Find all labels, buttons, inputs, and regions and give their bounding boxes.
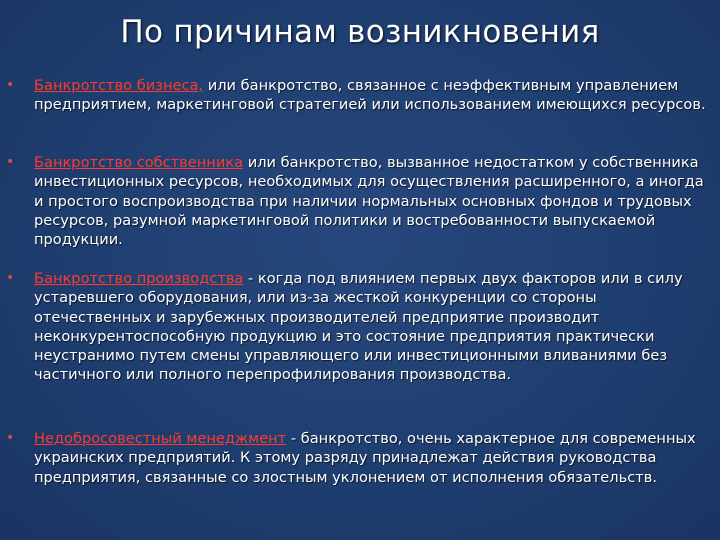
- page-title: По причинам возникновения: [120, 14, 600, 50]
- list-item: [6, 429, 714, 487]
- term-link[interactable]: Недобросовестный менеджмент: [34, 430, 287, 447]
- bullet-icon: •: [6, 77, 15, 93]
- item-text: или банкротство, связанное с неэффективным управлением предприятием, маркетинговой стратегией или использованием имеющихся ресурсов.: [34, 77, 706, 114]
- bullet-icon: •: [6, 270, 15, 286]
- term-link[interactable]: Банкротство производства: [34, 270, 244, 287]
- item-text: - банкротство, очень характерное для современных украинских предприятий. К этому разряду принадлежат действия руководства предприятия, связанные со злостным уклонением от исполнения обязательств.: [34, 430, 696, 486]
- bullet-icon: •: [6, 430, 15, 446]
- item-text: - когда под влиянием первых двух факторов или в силу устаревшего оборудования, или из-за жесткой конкуренции со стороны отечественных и зарубежных производителей предприятие производит неконкурентоспособную продукцию и это состояние предприятия практически неустранимо путем смены управляющего или инвестиционными вливаниями без частичного или полного перепрофилирования производства.: [34, 270, 683, 384]
- list-item: [6, 76, 714, 115]
- list-item: [6, 269, 714, 385]
- list-item: [6, 153, 714, 249]
- item-text: или банкротство, вызванное недостатком у собственника инвестиционных ресурсов, необходимых для осуществления расширенного, а иногда и простого воспроизводства при наличии нормальных основных фондов и трудовых ресурсов, разумной маркетинговой политики и востребованности выпускаемой продукции.: [34, 154, 704, 249]
- bullet-icon: •: [6, 154, 15, 170]
- term-link[interactable]: Банкротство бизнеса,: [34, 77, 204, 94]
- term-link[interactable]: Банкротство собственника: [34, 154, 244, 171]
